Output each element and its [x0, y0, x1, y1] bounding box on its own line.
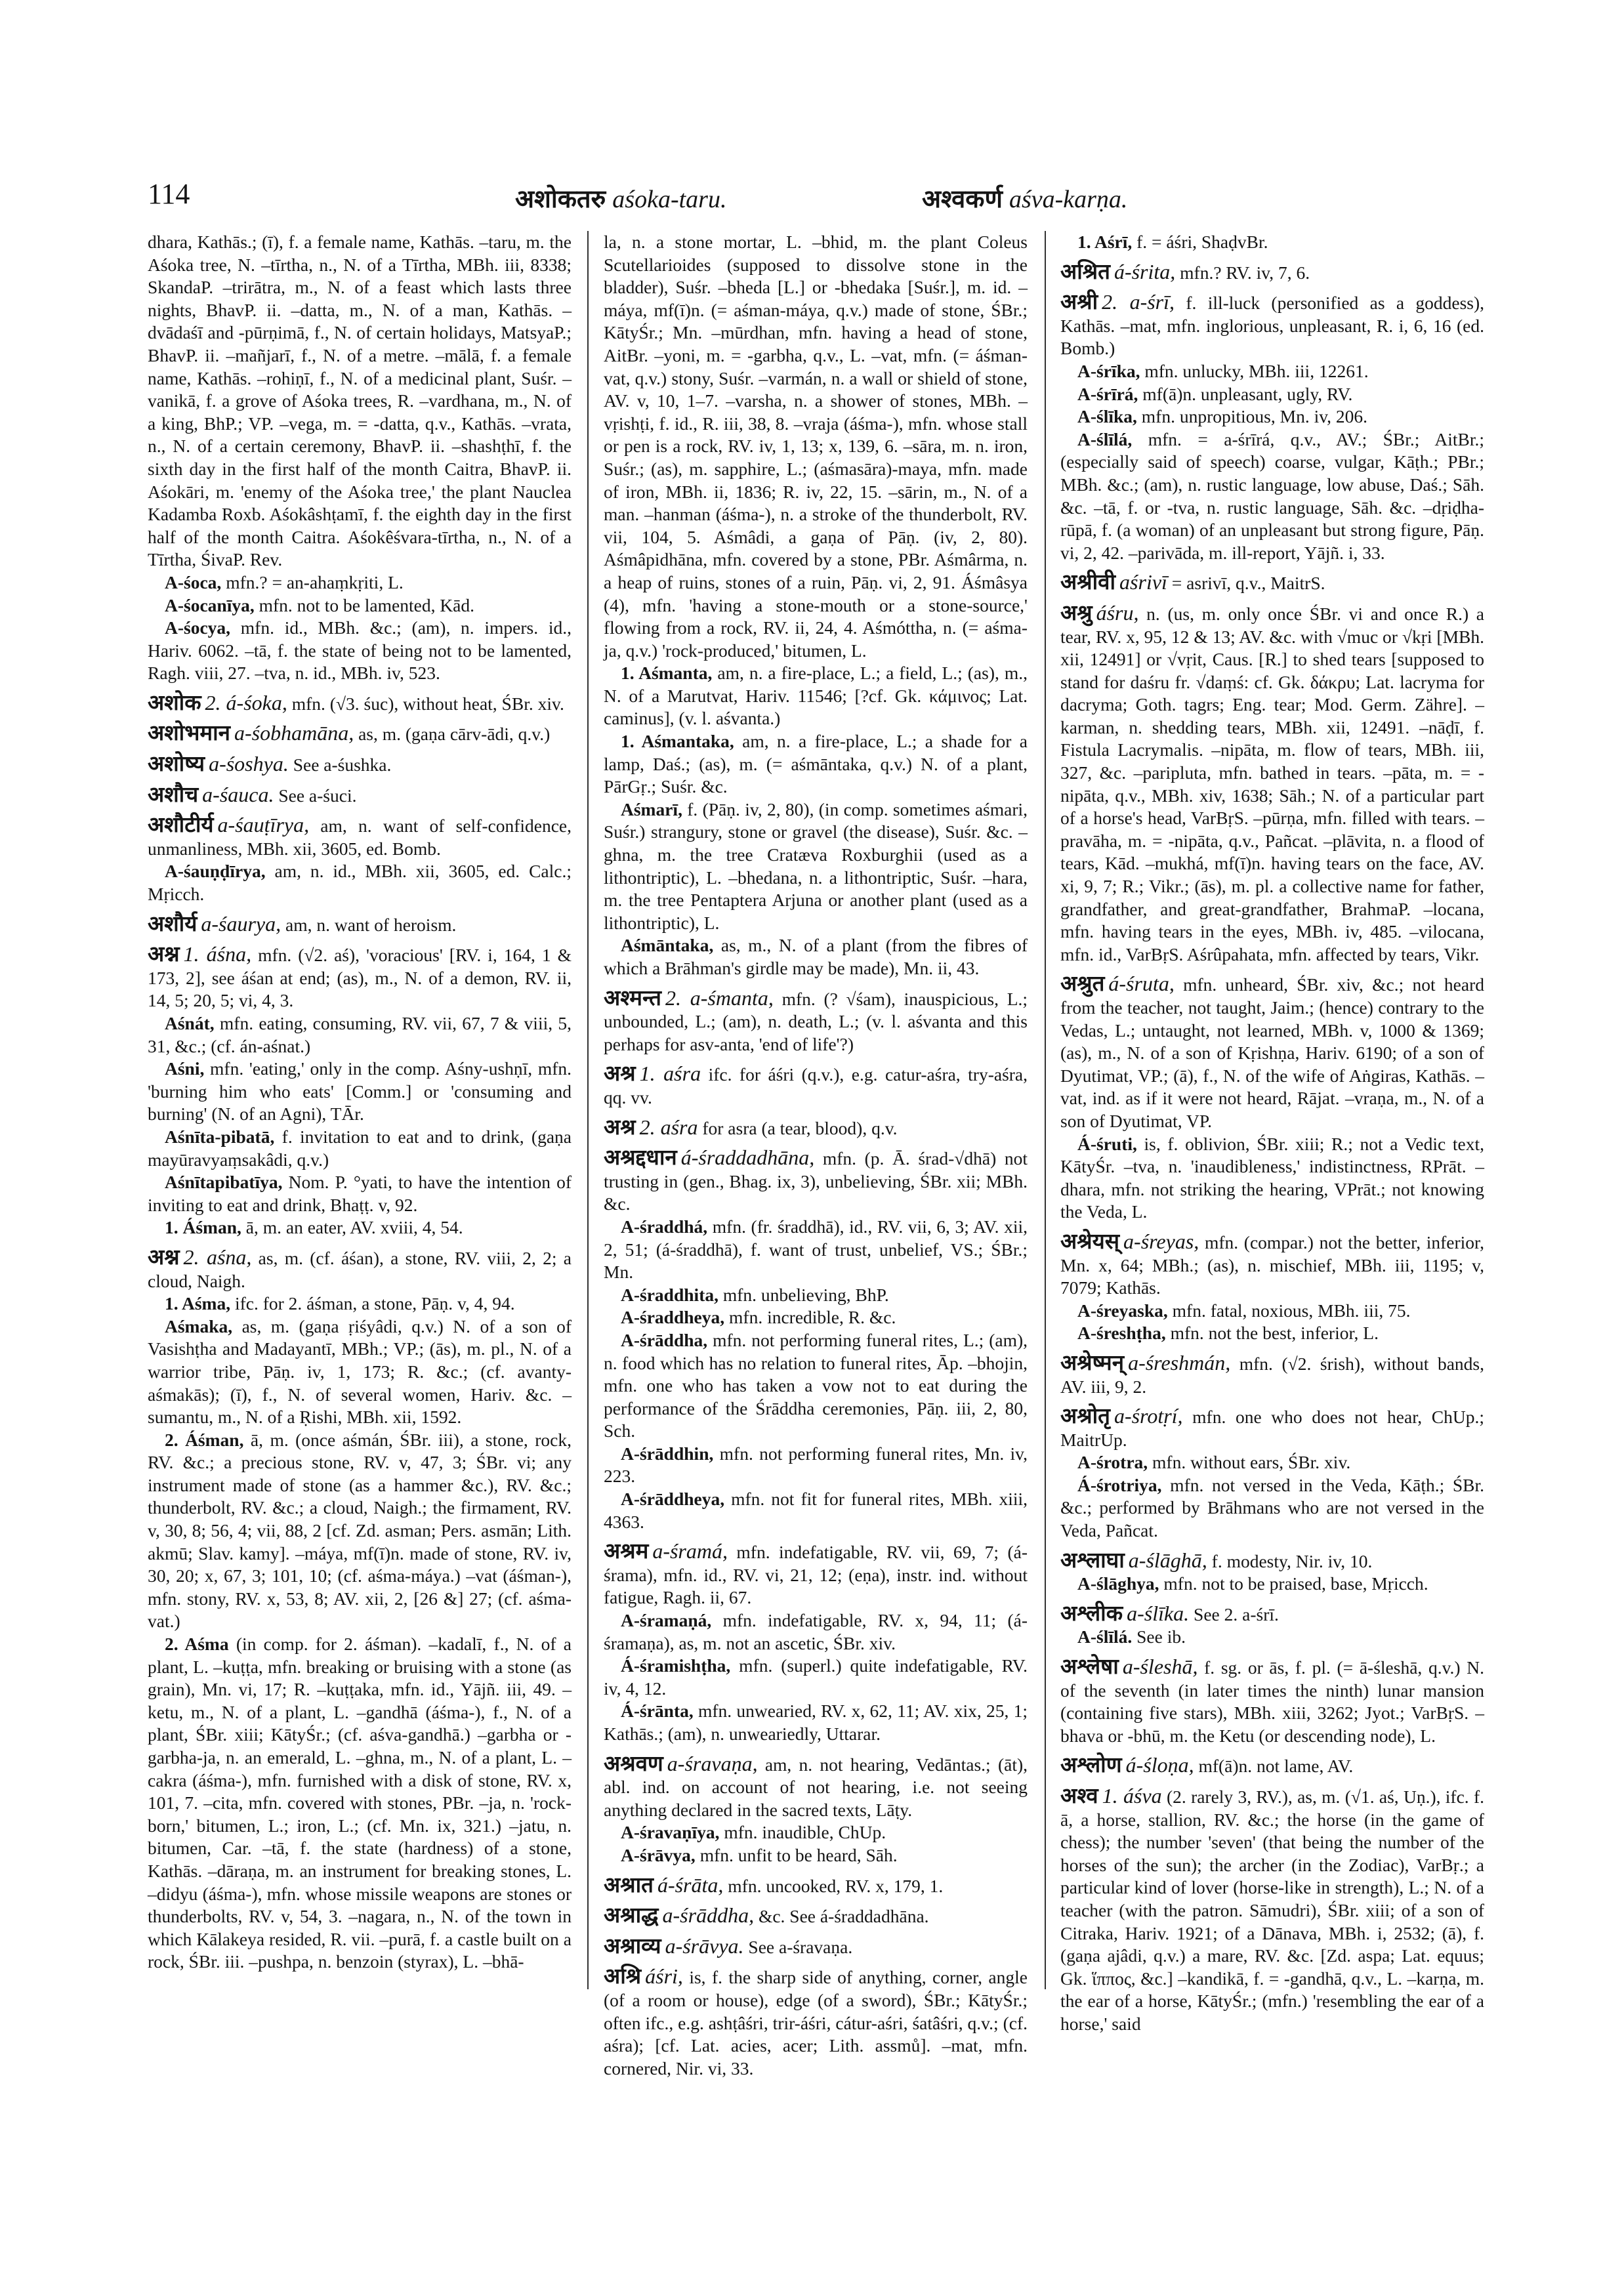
subentry-headword: 2. Aśma: [165, 1634, 229, 1655]
headword-transliteration: 2. a-śrī,: [1102, 290, 1175, 314]
page-number: 114: [148, 178, 190, 210]
entry-text: mfn. one who does not hear, ChUp.; MaitrUp.: [1060, 1407, 1484, 1450]
headword-transliteration: á-śruta,: [1108, 972, 1175, 996]
headword-transliteration: a-śobhamāna,: [234, 721, 354, 745]
dictionary-entry: [148, 860, 572, 905]
headword-devanagari: अश्रवण: [604, 1752, 663, 1776]
entry-text: ā, m. an eater, AV. xviii, 4, 54.: [241, 1217, 463, 1238]
headword-transliteration: a-śauca.: [202, 782, 274, 806]
entry-text: mfn.? RV. iv, 7, 6.: [1175, 262, 1310, 283]
entry-text: f. ill-luck (personified as a goddess), Kathās. –mat, mfn. inglorious, unpleasant, R. i, 6, 16 (ed. Bomb.): [1060, 293, 1485, 359]
entry-text: mfn. id., MBh. &c.; (am), n. impers. id., Hariv. 6062. –tā, f. the state of being not to be lamented, Ragh. viii, 27. –tva, n. id., MBh. iv, 523.: [148, 617, 572, 684]
headword-transliteration: a-śauṭīrya,: [217, 813, 310, 837]
entry-text: ā, m. (once aśmán, ŚBr. iii), a stone, rock, RV. &c.; a precious stone, RV. v, 47, 3; ŚBr. vi; any instrument made of stone (as a hammer &c.), RV. &c.; thunderbolt, RV. &c.; a cloud, Naigh.; the firmament, RV. v, 30, 8; 56, 4; vii, 88, 2 [cf. Zd. asman; Pers. asmān; Lith. akmū; Slav. kamy]. –máya, mf(ī)n. made of stone, RV. iv, 30, 20; x, 67, 3; 101, 10; (cf. aśma-máya.) –vat (áśman-), mfn. stony, RV. x, 53, 8; AV. xii, 2, [26 &] 27; (cf. aśma-vat.): [148, 1429, 572, 1632]
entry-text: See 2. a-śrī.: [1189, 1603, 1279, 1624]
entry-text: la, n. a stone mortar, L. –bhid, m. the plant Coleus Scutellarioides (supposed to dissolve stone in the bladder), Suśr. –bheda [L.] or -bhedaka [Suśr.], m. id. –máya, mf(ī)n. (= aśman-máya, q.v.) made of stone, ŚBr.; KātyŚr.; Mn. –mūrdhan, mfn. having a head of stone, AitBr. –yoni, m. = -garbha, q.v., L. –vat, mfn. (= áśman-vat, q.v.) stony, Suśr. –varmán, n. a wall or shield of stone, AV. v, 10, 1–7. –varsha, n. a shower of stones, MBh. –vṛishṭi, f. id., R. iii, 38, 8. –vraja (áśma-), mfn. whose stall or pen is a rock, RV. iv, 1, 13; x, 139, 6. –sāra, m. n. iron, Suśr.; (as), m. sapphire, L.; (aśmasāra)-maya, mfn. made of iron, MBh. ii, 1836; R. iv, 22, 15. –sārin, m., N. of a man. –hanman (áśma-), n. a stroke of the thunderbolt, RV. vii, 104, 5. Aśmâdi, a gaṇa of Pāṇ. (iv, 2, 80). Aśmâpidhāna, mfn. covered by a stone, PBr. Aśmârma, n. a heap of ruins, stones of a ruin, Pāṇ. vi, 2, 91. Áśmâsya (4), mfn. 'having a stone-mouth or a stone-source,' flowing from a rock, RV. ii, 24, 4. Aśmóttha, n. (= aśma-ja, q.v.) 'rock-produced,' bitumen, L.: [604, 232, 1028, 661]
headword-devanagari: अश्रोतृ: [1060, 1405, 1110, 1429]
headword-devanagari: अश्रीवी: [1060, 571, 1116, 595]
dictionary-entry: [1060, 1602, 1484, 1626]
dictionary-entry: [148, 1292, 572, 1315]
entry-text: as, m., N. of a plant (from the fibres of which a Brāhman's girdle may be made), Mn. ii, 43.: [604, 935, 1028, 978]
subentry-headword: Aśni,: [165, 1058, 205, 1079]
dictionary-entry: [148, 1633, 572, 1974]
dictionary-entry: [604, 1609, 1028, 1655]
dictionary-entry: [148, 1012, 572, 1058]
entry-text: f. sg. or ās, f. pl. (= ā-śleshā, q.v.) N. of the seventh (in later times the ninth) lunar mansion (containing five stars), MBh. xiii, 3262; Jyot.; VarBṛS. –bhava or -bhū, m. the Ketu (or descending node), L.: [1060, 1657, 1484, 1746]
right-running-head: [922, 181, 1127, 215]
entry-text: mfn. not to be lamented, Kād.: [254, 594, 475, 615]
entry-text: mfn. inaudible, ChUp.: [719, 1822, 886, 1843]
dictionary-entry: [1060, 405, 1484, 428]
entry-text: See a-śushka.: [288, 755, 392, 775]
headword-transliteration: aśrivī: [1119, 570, 1167, 594]
entry-text: mfn. fatal, noxious, MBh. iii, 75.: [1167, 1300, 1411, 1321]
left-running-head: [515, 181, 726, 215]
entry-text: am, n. a fire-place, L.; a field, L.; (as), m., N. of a Marutvat, Hariv. 11546; [?cf. Gk. κάμινος; Lat. caminus], (v. l. aśvanta.): [604, 663, 1028, 729]
subentry-headword: Á-śruti,: [1077, 1133, 1137, 1154]
dictionary-entry: [148, 753, 572, 777]
headword-transliteration: a-ślīka.: [1127, 1601, 1190, 1625]
dictionary-entry: [604, 662, 1028, 730]
headword-devanagari: अश्व: [1060, 1785, 1098, 1808]
headword-transliteration: áśru,: [1096, 600, 1139, 625]
subentry-headword: A-śraddhá,: [621, 1216, 708, 1237]
dictionary-entry: [604, 730, 1028, 798]
dictionary-entry: [604, 1821, 1028, 1844]
headword-devanagari: अश्रु: [1060, 601, 1093, 625]
subentry-headword: Aśnát,: [165, 1013, 215, 1033]
headword-transliteration: 2. á-śoka,: [205, 690, 287, 714]
dictionary-entry: [1060, 602, 1484, 966]
dictionary-entry: [148, 1126, 572, 1171]
headword-transliteration: a-śreshmán,: [1128, 1350, 1231, 1375]
headword-devanagari: अश्रद्दधान: [604, 1146, 677, 1170]
subentry-headword: A-śauṇḍīrya,: [165, 861, 266, 882]
entry-text: f. invitation to eat and to drink, (gaṇa mayūravyaṃsakâdi, q.v.): [148, 1126, 572, 1170]
headword-devanagari: अश्राव्य: [604, 1934, 661, 1958]
entry-text: mfn. (√2. aś), 'voracious' [RV. i, 164, 1 & 173, 2], see áśan at end; (as), m., N. of a demon, RV. ii, 14, 5; 20, 5; vi, 4, 3.: [148, 945, 572, 1011]
dictionary-entry: [1060, 291, 1484, 360]
subentry-headword: Á-śrotriya,: [1077, 1474, 1162, 1495]
dictionary-entry: [148, 1216, 572, 1239]
column-divider: [1045, 231, 1046, 1989]
right-head-roman: aśva-karṇa.: [1009, 186, 1128, 213]
entry-text: (in comp. for 2. áśman). –kadalī, f., N. of a plant, L. –kuṭṭa, mfn. breaking or bruising with a stone (as grain), Mn. vi, 17; R. –kuṭṭaka, mfn. id., Yājñ. iii, 49. –ketu, m., N. of a plant, L. –gandhā (áśma-), f., N. of a plant, ŚBr. xiii; KātyŚr.; (cf. aśva-gandhā.) –garbha or -garbha-ja, n. an emerald, L. –ghna, m., N. of a plant, L. –cakra (áśma-), mfn. furnished with a disk of stone, RV. x, 101, 7. –cita, mfn. covered with stones, PBr. –ja, n. 'rock-born,' bitumen, L.; iron, L.; (cf. Mn. ix, 321.) –jatu, n. bitumen, Car. –tā, f. the state (hardness) of a stone, Kathās. –dāraṇa, m. an instrument for breaking stones, L. –didyu (áśma-), mfn. whose missile weapons are stones or thunderbolts, RV. v, 54, 3. –nagara, n., N. of the town in which Kālakeya resided, R. vii. –purā, f. a castle built on a rock, ŚBr. iii. –pushpa, n. benzoin (styrax), L. –bhā-: [148, 1634, 572, 1972]
subentry-headword: Aśmāntaka,: [621, 935, 714, 956]
headword-transliteration: a-śrotṛí,: [1114, 1404, 1183, 1428]
entry-text: mfn. eating, consuming, RV. vii, 67, 7 & viii, 5, 31, &c.; (cf. án-aśnat.): [148, 1013, 572, 1056]
entry-text: mfn. indefatigable, RV. x, 94, 11; (á-śramaṇa), as, m. not an ascetic, ŚBr. xiv.: [604, 1610, 1028, 1653]
headword-transliteration: á-śrita,: [1114, 259, 1176, 283]
subentry-headword: A-śraddhita,: [621, 1284, 718, 1305]
headword-devanagari: अश्र: [604, 1115, 636, 1140]
dictionary-entry: [604, 1655, 1028, 1700]
entry-text: mfn. uncooked, RV. x, 179, 1.: [723, 1875, 944, 1896]
subentry-headword: A-ślāghya,: [1077, 1573, 1159, 1594]
headword-transliteration: 1. aśra: [639, 1062, 701, 1086]
subentry-headword: A-ślīlá,: [1077, 428, 1133, 449]
dictionary-entry: [1060, 1322, 1484, 1345]
entry-text: am, n. a fire-place, L.; a shade for a lamp, Daś.; (as), m. (= aśmāntaka, q.v.) N. of a plant, PārGṛ.; Suśr. &c.: [604, 731, 1028, 797]
dictionary-entry: [1060, 1230, 1484, 1300]
headword-devanagari: अश्रुत: [1060, 972, 1105, 997]
dictionary-entry: [148, 571, 572, 594]
headword-devanagari: अश्रेयस्: [1060, 1230, 1120, 1254]
headword-transliteration: a-śravaṇa,: [667, 1751, 758, 1775]
entry-text: &c. See á-śraddadhāna.: [754, 1906, 929, 1927]
entry-text: as, m. (gaṇa cārv-ādi, q.v.): [354, 724, 551, 745]
entry-text: mfn.? = an-ahaṃkṛiti, L.: [221, 571, 404, 592]
entry-text: mfn. not fit for funeral rites, MBh. xiii, 4363.: [604, 1489, 1028, 1532]
entry-text: for asra (a tear, blood), q.v.: [697, 1117, 898, 1138]
entry-text: f. (Pāṇ. iv, 2, 80), (in comp. sometimes aśmari, Suśr.) strangury, stone or gravel (the disease), Suśr. &c. –ghna, m. the tree Cratæva Roxburghii (used as a lithontriptic), L. –bhedana, n. a lithontriptic, Suśr. –hara, m. the tree Pentaptera Arjuna or another plant (used as a lithontriptic), L.: [604, 798, 1028, 933]
headword-devanagari: अश्र: [604, 1062, 636, 1086]
headword-transliteration: 1. áśva: [1102, 1784, 1162, 1808]
dictionary-entry: [604, 987, 1028, 1056]
dictionary-entry: [148, 231, 572, 571]
entry-text: as, m. (cf. áśan), a stone, RV. viii, 2, 2; a cloud, Naigh.: [148, 1247, 572, 1291]
entry-text: mfn. unfit to be heard, Sāh.: [695, 1844, 898, 1865]
subentry-headword: A-śrāddheya,: [621, 1489, 725, 1510]
entry-text: mfn. unwearied, RV. x, 62, 11; AV. xix, 25, 1; Kathās.; (am), n. unweariedly, Uttarar.: [604, 1701, 1028, 1744]
headword-devanagari: अशौटीर्य: [148, 814, 214, 838]
dictionary-entry: [148, 943, 572, 1012]
headword-devanagari: अशोष्य: [148, 753, 205, 777]
entry-text: mfn. (√2. śrish), without bands, AV. iii, 9, 2.: [1060, 1353, 1484, 1397]
entry-text: mfn. 'eating,' only in the comp. Aśny-ushṇī, mfn. 'burning him who eats' [Comm.] or 'consuming and burning' (N. of an Agni), TĀr.: [148, 1058, 572, 1125]
dictionary-entry: [148, 722, 572, 746]
headword-transliteration: a-śleshā,: [1122, 1655, 1198, 1679]
entry-text: mfn. (fr. śraddhā), id., RV. vii, 6, 3; AV. xii, 2, 51; (á-śraddhā), f. want of trust, unbelief, VS.; ŚBr.; Mn.: [604, 1216, 1028, 1283]
entry-text: See a-śuci.: [274, 785, 357, 806]
dictionary-entry: [1060, 1549, 1484, 1573]
headword-devanagari: अशोभमान: [148, 722, 230, 746]
running-header: [148, 177, 1484, 223]
dictionary-entry: [604, 1540, 1028, 1609]
subentry-headword: A-śoca,: [165, 571, 222, 592]
dictionary-entry: [1060, 1626, 1484, 1649]
dictionary-entry: [604, 1752, 1028, 1822]
headword-transliteration: a-ślāghā,: [1128, 1548, 1207, 1572]
right-head-devanagari: अश्वकर्ण: [922, 186, 1003, 213]
dictionary-entry: [604, 1443, 1028, 1488]
headword-transliteration: a-śrāvya.: [665, 1933, 744, 1958]
headword-devanagari: अशौर्य: [148, 912, 198, 936]
entry-text: mfn. (p. Ā. śrad-√dhā) not trusting in (gen., Bhag. ix, 3), unbelieving, ŚBr. xii; MBh. &c.: [604, 1148, 1028, 1214]
dictionary-entry: [148, 1315, 572, 1429]
headword-devanagari: अश्लोण: [1060, 1754, 1122, 1778]
entry-text: am, n. want of heroism.: [281, 914, 457, 935]
headword-devanagari: अशोक: [148, 691, 201, 715]
entry-text: is, f. oblivion, ŚBr. xiii; R.; not a Vedic text, KātyŚr. –tva, n. 'inaudibleness,' indistinctness, RPrāt. –dhara, mfn. not striking the hearing, VPrāt.; not knowing the Veda, L.: [1060, 1133, 1484, 1222]
headword-devanagari: अश्रित: [1060, 260, 1110, 284]
headword-transliteration: a-śramá,: [652, 1539, 728, 1563]
dictionary-entry: [604, 1874, 1028, 1898]
entry-text: ifc. for 2. áśman, a stone, Pāṇ. v, 4, 94.: [230, 1293, 515, 1314]
subentry-headword: Á-śrānta,: [621, 1701, 694, 1722]
subentry-headword: Aśnīta-pibatā,: [165, 1126, 275, 1147]
entry-text: See ib.: [1132, 1626, 1186, 1647]
entry-text: Nom. P. °yati, to have the intention of inviting to eat and drink, Bhaṭṭ. v, 92.: [148, 1172, 572, 1215]
headword-devanagari: अश्न: [148, 943, 180, 967]
headword-transliteration: a-śrāddha,: [662, 1903, 755, 1928]
dictionary-entry: [148, 1429, 572, 1633]
headword-transliteration: á-śloṇa,: [1125, 1753, 1194, 1777]
subentry-headword: A-śocya,: [165, 617, 231, 638]
entry-text: f. = áśri, ShaḍvBr.: [1132, 232, 1268, 252]
dictionary-entry: [604, 798, 1028, 935]
subentry-headword: 1. Aśmantaka,: [621, 731, 734, 752]
subentry-headword: A-ślīka,: [1077, 406, 1137, 427]
dictionary-entry: [604, 1844, 1028, 1867]
subentry-headword: A-śreshṭha,: [1077, 1323, 1166, 1344]
left-head-roman: aśoka-taru.: [612, 186, 727, 213]
entry-text: See a-śravaṇa.: [743, 1936, 853, 1957]
entry-text: mfn. incredible, R. &c.: [724, 1307, 896, 1328]
column-divider: [587, 231, 589, 1989]
headword-transliteration: 2. aśna,: [183, 1245, 252, 1269]
dictionary-entry: [1060, 383, 1484, 406]
subentry-headword: Aśmarī,: [621, 798, 682, 819]
dictionary-entry: [1060, 1785, 1484, 2036]
entry-text: ifc. for áśri (q.v.), e.g. catur-aśra, try-aśra, qq. vv.: [604, 1064, 1028, 1107]
entry-text: mfn. (√3. śuc), without heat, ŚBr. xiv.: [287, 693, 564, 714]
subentry-headword: 1. Aśrī,: [1077, 232, 1133, 252]
entry-text: mfn. not performing funeral rites, L.; (am), n. food which has no relation to funeral rites, Āp. –bhojin, mfn. one who has taken a vow not to eat during the performance of the Śrāddha ceremonies, Pāṇ. iii, 2, 80, Sch.: [604, 1329, 1028, 1441]
dictionary-entry: [604, 1329, 1028, 1443]
entry-text: (2. rarely 3, RV.), as, m. (√1. aś, Uṇ.), ifc. f. ā, a horse, stallion, RV. &c.; the horse (in the game of chess); the number 'seven' (that being the number of the horses of the sun); the archer (in the Zodiac), VarBṛ.; a particular kind of lover (horse-like in strength), L.; N. of a teacher (with the patron. Sāmudri), ŚBr. xiii; of a son of Citraka, Hariv. 1921; of a Dānava, MBh. i, 2532; (ā), f. (gaṇa ajâdi, q.v.) a mare, RV. &c. [Zd. aspa; Lat. equus; Gk. ἵππος, &c.] –kandikā, f. = -gandhā, q.v., L. –karṇa, m. the ear of a horse, KātyŚr.; (mfn.) 'resembling the ear of a horse,' said: [1060, 1787, 1485, 2034]
dictionary-entry: [604, 1146, 1028, 1216]
headword-devanagari: अशौच: [148, 783, 199, 807]
headword-devanagari: अश्राद्ध: [604, 1904, 659, 1928]
entry-text: mf(ā)n. unpleasant, ugly, RV.: [1138, 383, 1353, 404]
entry-text: am, n. want of self-confidence, unmanliness, MBh. xii, 3605, ed. Bomb.: [148, 816, 572, 859]
headword-transliteration: 1. áśna,: [183, 942, 252, 966]
column-2: [604, 231, 1028, 2080]
subentry-headword: 1. Aśmanta,: [621, 663, 713, 684]
headword-transliteration: a-śoshya.: [209, 752, 289, 776]
subentry-headword: Á-śramishṭha,: [621, 1655, 731, 1676]
dictionary-entry: [604, 231, 1028, 662]
dictionary-entry: [148, 692, 572, 716]
dictionary-entry: [604, 1488, 1028, 1533]
entry-text: mfn. not the best, inferior, L.: [1165, 1323, 1379, 1344]
headword-transliteration: a-śaurya,: [201, 911, 281, 936]
headword-devanagari: अश्रेष्मन्: [1060, 1351, 1125, 1375]
entry-text: mfn. unheard, ŚBr. xiv, &c.; not heard from the teacher, not taught, Jaim.; (hence) contrary to the Vedas, L.; untaught, not learned, MBh. v, 1000 & 1369; (as), m., N. of a son of Kṛishṇa, Hariv. 6190; of a son of Dyutimat, VP.; (ā), f., N. of the wife of Aṅgiras, Kathās. –vat, ind. as if it were not heard, Rājat. –vraṇa, m., N. of a son of Dyutimat, VP.: [1060, 974, 1484, 1131]
subentry-headword: A-śraddheya,: [621, 1307, 725, 1328]
entry-text: = asrivī, q.v., MaitrS.: [1167, 573, 1325, 594]
entry-text: mfn. unlucky, MBh. iii, 12261.: [1140, 360, 1369, 381]
headword-devanagari: अश्लाघा: [1060, 1548, 1125, 1573]
headword-devanagari: अश्री: [1060, 291, 1098, 315]
entry-text: am, n. not hearing, Vedāntas.; (āt), abl. ind. on account of not hearing, i.e. not seeing anything declared in the sacred texts, Lāṭy.: [604, 1754, 1028, 1820]
headword-transliteration: á-śraddadhāna,: [680, 1146, 815, 1170]
dictionary-entry: [148, 1058, 572, 1126]
column-1: [148, 231, 572, 1974]
headword-devanagari: अश्रि: [604, 1965, 642, 1989]
dictionary-entry: [1060, 1474, 1484, 1542]
dictionary-entry: [1060, 1451, 1484, 1474]
entry-text: is, f. the sharp side of anything, corner, angle (of a room or house), edge (of a sword), ŚBr.; KātyŚr.; often ifc., e.g. ashṭâśri, trir-áśri, cátur-aśri, śatâśri, q.v.; (cf. aśra); [cf. Lat. acies, acer; Lith. assmů]. –mat, mfn. cornered, Nir. vi, 33.: [604, 1967, 1028, 2078]
dictionary-entry: [1060, 1300, 1484, 1323]
subentry-headword: A-śreyaska,: [1077, 1300, 1168, 1321]
subentry-headword: 2. Áśman,: [165, 1429, 244, 1450]
subentry-headword: 1. Áśman,: [165, 1217, 241, 1238]
entry-text: mfn. (compar.) not the better, inferior, Mn. x, 64; MBh.; (as), n. mischief, MBh. iii, 1195; v, 7079; Kathās.: [1060, 1231, 1484, 1298]
entry-text: mfn. (? √śam), inauspicious, L.; unbounded, L.; (am), n. death, L.; (v. l. aśvanta and this perhaps for asv-anta, 'end of life'?): [604, 988, 1028, 1054]
subentry-headword: 1. Aśma,: [165, 1293, 231, 1314]
headword-devanagari: अश्रात: [604, 1873, 654, 1897]
entry-text: mfn. not versed in the Veda, Kāṭh.; ŚBr. &c.; performed by Brāhmans who are not versed in the Veda, Pañcat.: [1060, 1474, 1484, 1541]
dictionary-entry: [1060, 428, 1484, 565]
subentry-headword: A-śrīrá,: [1077, 383, 1138, 404]
headword-devanagari: अश्रम: [604, 1540, 649, 1564]
left-head-devanagari: अशोकतरु: [515, 186, 606, 213]
subentry-headword: A-śrīka,: [1077, 360, 1140, 381]
entry-text: mfn. unbelieving, BhP.: [718, 1284, 889, 1305]
dictionary-entry: [604, 1306, 1028, 1329]
dictionary-entry: [148, 913, 572, 937]
dictionary-entry: [1060, 1655, 1484, 1747]
headword-transliteration: áśri,: [645, 1964, 683, 1989]
entry-text: mfn. without ears, ŚBr. xiv.: [1148, 1452, 1351, 1473]
dictionary-entry: [1060, 231, 1484, 254]
dictionary-entry: [604, 1904, 1028, 1928]
subentry-headword: A-śrāddha,: [621, 1329, 708, 1350]
dictionary-entry: [148, 1171, 572, 1216]
subentry-headword: A-śocanīya,: [165, 594, 255, 615]
subentry-headword: A-śrotra,: [1077, 1452, 1148, 1473]
dictionary-entry: [604, 1284, 1028, 1307]
dictionary-entry: [604, 1062, 1028, 1109]
headword-transliteration: 2. aśra: [639, 1115, 698, 1139]
headword-devanagari: अश्लेषा: [1060, 1655, 1119, 1680]
dictionary-entry: [604, 1965, 1028, 2080]
headword-devanagari: अश्लीक: [1060, 1602, 1123, 1626]
subentry-headword: A-śrāvya,: [621, 1844, 696, 1865]
dictionary-entry: [148, 1246, 572, 1292]
dictionary-entry: [1060, 1405, 1484, 1451]
subentry-headword: Aśmaka,: [165, 1315, 233, 1336]
entry-text: f. modesty, Nir. iv, 10.: [1207, 1550, 1373, 1571]
entry-text: mfn. (superl.) quite indefatigable, RV. iv, 4, 12.: [604, 1655, 1028, 1699]
dictionary-entry: [604, 1216, 1028, 1284]
dictionary-entry: [604, 1935, 1028, 1959]
entry-text: dhara, Kathās.; (ī), f. a female name, Kathās. –taru, m. the Aśoka tree, N. –tīrtha, n., N. of a Tīrtha, MBh. iii, 8338; SkandaP. –trirātra, m., N. of a feast which lasts three nights, BhavP. ii. –datta, m., N. of a man, Kathās. –dvādaśī and -pūrṇimā, f., N. of certain holidays, MatsyaP.; BhavP. ii. –mañjarī, f., N. of a metre. –mālā, f. a female name, Kathās. –rohiṇī, f., N. of a medicinal plant, Suśr. –vanikā, f. a grove of Aśoka trees, R. –vardhana, m., N. of a king, BhP.; VP. –vega, m. = -datta, q.v., Kathās. –vrata, n., N. of a certain ceremony, BhavP. ii. –shashṭhī, f. the sixth day in the first half of the month Caitra, BhavP. ii. Aśokāri, m. 'enemy of the Aśoka tree,' the plant Nauclea Kadamba Roxb. Aśokâshṭamī, f. the eighth day in the first half of the month Caitra. Aśokêśvara-tīrtha, n., N. of a Tīrtha, ŚivaP. Rev.: [148, 232, 572, 570]
entry-text: mfn. = a-śrīrá, q.v., AV.; ŚBr.; AitBr.; (especially said of speech) coarse, vulgar, Kāṭh.; PBr.; MBh. &c.; (am), n. rustic language, low abuse, Daś.; Sāh. &c. –tā, f. or -tva, n. rustic language, Sāh. &c. –dṛiḍha-rūpā, f. (a woman) of an unpleasant but strong figure, Pāṇ. vi, 2, 42. –parivāda, m. ill-report, Yājñ. i, 33.: [1060, 428, 1484, 563]
entry-text: mfn. not performing funeral rites, Mn. iv, 223.: [604, 1443, 1028, 1487]
subentry-headword: Aśnītapibatīya,: [165, 1172, 283, 1193]
dictionary-entry: [148, 814, 572, 860]
headword-transliteration: á-śrāta,: [657, 1872, 724, 1897]
dictionary-entry: [604, 1116, 1028, 1140]
dictionary-entry: [148, 617, 572, 685]
headword-transliteration: 2. a-śmanta,: [665, 985, 774, 1010]
column-3: [1060, 231, 1484, 2036]
dictionary-entry: [604, 934, 1028, 980]
subentry-headword: A-śrāddhin,: [621, 1443, 714, 1464]
headword-devanagari: अश्मन्त: [604, 986, 661, 1010]
dictionary-entry: [148, 594, 572, 617]
entry-text: mfn. unpropitious, Mn. iv, 206.: [1136, 406, 1368, 427]
entry-text: am, n. id., MBh. xii, 3605, ed. Calc.; Mṛicch.: [148, 861, 572, 905]
entry-text: mfn. not to be praised, base, Mṛicch.: [1159, 1573, 1428, 1594]
subentry-headword: A-ślīlá.: [1077, 1626, 1133, 1647]
entry-text: n. (us, m. only once ŚBr. vi and once R.) a tear, RV. x, 95, 12 & 13; AV. &c. with √muc or √kṛi [MBh. xii, 12491] or √vṛit, Caus. [R.] to shed tears [supposed to stand for daśru fr. √daṃś: cf. Gk. δάκρυ; Lat. lacryma for dacryma; Goth. tagrs; Eng. tear; Mod. Germ. Zähre]. –karman, n. shedding tears, MBh. xii, 12491. –nāḍī, f. Fistula Lacrymalis. –nipāta, m. flow of tears, MBh. iii, 327, &c. –paripluta, mfn. bathed in tears. –pāta, m. = -nipāta, q.v., MBh. xiv, 1638; Sāh.; N. of a particular part of a horse's head, VarBṛS. –pūrṇa, mfn. filled with tears. –pravāha, m. = -nipāta, q.v., Pañcat. –plāvita, n. a flood of tears, Kād. –mukhá, mf(ī)n. having tears on the face, AV. xi, 9, 7; R.; Vikr.; (ās), m. pl. a collective name for father, grandfather, and great-grandfather, BrahmaP. –locana, mfn. having tears in the eyes, MBh. iv, 485. –vilocana, mfn. id., VarBṛS. Aśrûpahata, mfn. affected by tears, Vikr.: [1060, 603, 1484, 964]
entry-text: as, m. (gaṇa ṛiśyâdi, q.v.) N. of a son of Vasishṭha and Madayantī, MBh.; VP.; (ās), m. pl., N. of a warrior tribe, Pāṇ. iv, 1, 173; R. &c.; (cf. avanty-aśmakās); (ī), f., N. of several women, Hariv. &c. –sumantu, m., N. of a Ṛishi, MBh. xii, 1592.: [148, 1315, 572, 1428]
headword-devanagari: अश्न: [148, 1245, 180, 1270]
dictionary-entry: [1060, 1573, 1484, 1596]
dictionary-entry: [1060, 260, 1484, 285]
entry-text: mfn. indefatigable, RV. vii, 69, 7; (á-śrama), mfn. id., RV. vi, 21, 12; (eṇa), instr. ind. without fatigue, Ragh. ii, 67.: [604, 1542, 1028, 1608]
subentry-headword: A-śramaṇá,: [621, 1610, 712, 1631]
subentry-headword: A-śravaṇīya,: [621, 1822, 720, 1843]
dictionary-entry: [1060, 972, 1484, 1132]
dictionary-entry: [1060, 571, 1484, 595]
dictionary-entry: [1060, 1754, 1484, 1778]
dictionary-entry: [1060, 1133, 1484, 1224]
dictionary-entry: [148, 783, 572, 808]
dictionary-entry: [1060, 360, 1484, 383]
dictionary-entry: [604, 1700, 1028, 1745]
entry-text: mf(ā)n. not lame, AV.: [1194, 1756, 1354, 1777]
headword-transliteration: a-śreyas,: [1123, 1229, 1199, 1253]
dictionary-entry: [1060, 1352, 1484, 1398]
